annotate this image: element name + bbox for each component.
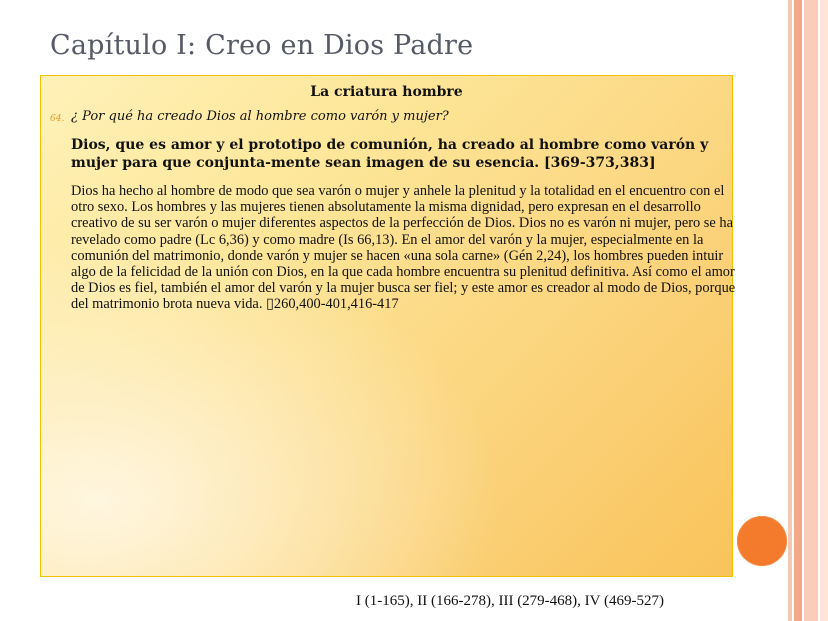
stripe (794, 0, 802, 621)
orange-circle-decoration (737, 516, 787, 566)
stripe (820, 0, 828, 621)
decorative-stripes (788, 0, 828, 621)
content-box (40, 75, 736, 577)
slide-title: Capítulo I: Creo en Dios Padre (50, 30, 474, 61)
box-heading: La criatura hombre (310, 84, 463, 100)
stripe (788, 0, 792, 621)
body-text: Dios ha hecho al hombre de modo que sea varón o mujer y anhele la plenitud y la totalidad en el encuentro con el otro sexo. Los hombres y las mujeres tienen absolutamente la misma dignidad, pero expresan en el desarrollo creativo de su ser varón o mujer diferentes aspectos de la perfección de Dios. Dios no es varón ni mujer, pero se ha revelado como padre (Lc 6,36) y como madre (Is 66,13). En el amor del varón y la mujer, especialmente en la comunión del matrimonio, donde varón y mujer se hacen «una sola carne» (Gén 2,24), los hombres pueden intuir algo de la felicidad de la unión con Dios, en la que cada hombre encuentra su plenitud definitiva. Así como el amor de Dios es fiel, también el amor del varón y la mujer busca ser fiel; y este amor es creador al modo de Dios, porque del matrimonio brota nueva vida. ▯260,400-401,416-417 (71, 183, 736, 313)
answer-text: Dios, que es amor y el prototipo de comunión, ha creado al hombre como varón y mujer para que conjunta-mente sean imagen de su esencia. [369-373,383] (71, 137, 709, 171)
question-number: 64. (50, 114, 65, 124)
question-text: ¿ Por qué ha creado Dios al hombre como varón y mujer? (71, 109, 449, 124)
stripe (804, 0, 818, 621)
chapter-range-footer: I (1-165), II (166-278), III (279-468), IV (469-527) (356, 593, 664, 609)
